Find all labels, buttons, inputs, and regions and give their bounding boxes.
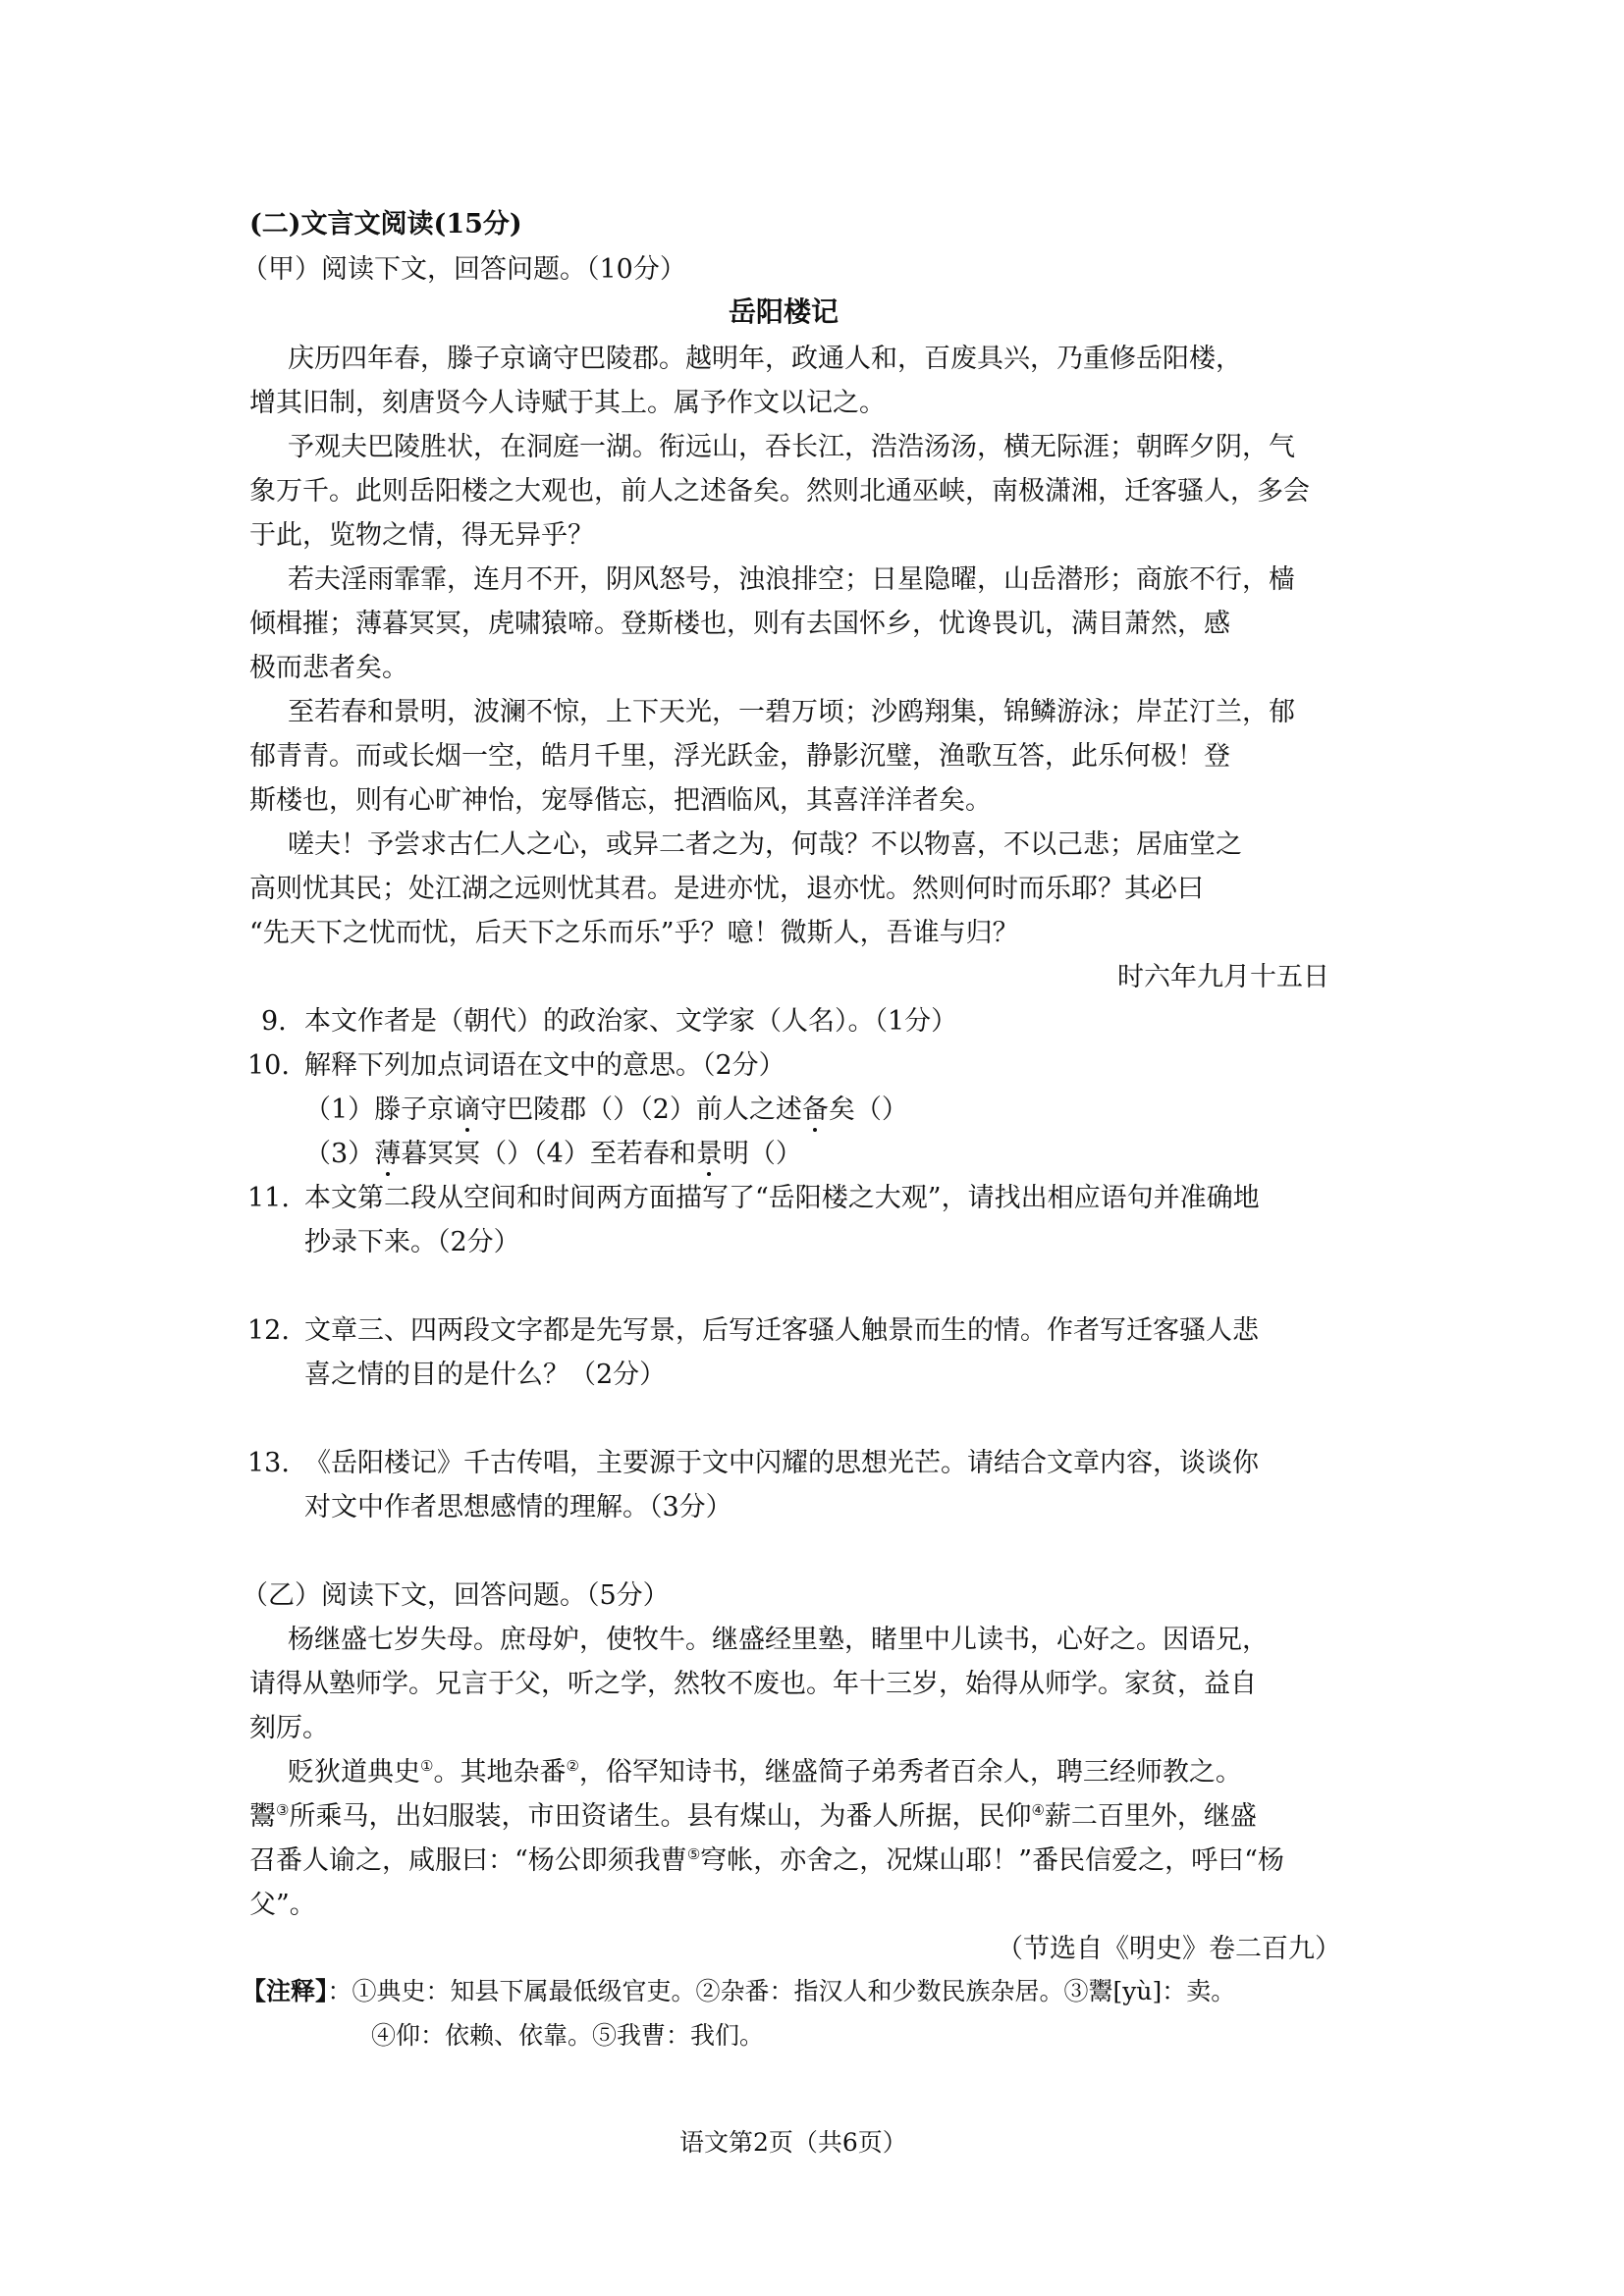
notes-line: ④仰：依赖、依靠。⑤我曹：我们。 — [371, 2021, 765, 2050]
dotted-word: 薄 — [374, 1139, 402, 1169]
essay-title: 岳阳楼记 — [729, 295, 839, 328]
page-footer: 语文第2页（共6页） — [679, 2128, 907, 2157]
passage-line — [288, 1759, 1242, 1786]
notes-line — [242, 1979, 1235, 2003]
passage-text: ，俗罕知诗书，继盛简子弟秀者百余人，聘三经师教之。 — [578, 1757, 1242, 1788]
part-b-intro: （乙）阅读下文，回答问题。（5分） — [242, 1580, 670, 1611]
notes-text: ：①典史：知县下属最低级官吏。②杂番：指汉人和少数民族杂居。③鬻[yù]：卖。 — [327, 1977, 1236, 2005]
essay-line: 予观夫巴陵胜状，在洞庭一湖。衔远山，吞长江，浩浩汤汤，横无际涯；朝晖夕阴，气 — [288, 432, 1295, 462]
sub-question-text: （2）前人之述 — [639, 1095, 802, 1125]
footnote-marker: ② — [566, 1757, 579, 1775]
question-number: 10. — [247, 1050, 290, 1081]
question-text: 对文中作者思想感情的理解。（3分） — [304, 1492, 732, 1522]
sub-question-text: 暮冥冥（） — [401, 1139, 534, 1169]
essay-date: 时六年九月十五日 — [1117, 962, 1329, 992]
essay-line: 增其旧制，刻唐贤今人诗赋于其上。属予作文以记之。 — [249, 388, 886, 418]
question-text: 解释下列加点词语在文中的意思。（2分） — [304, 1050, 785, 1081]
passage-text: 薪二百里外，继盛 — [1044, 1801, 1257, 1832]
section-title: (二)文言文阅读(15分) — [249, 209, 522, 240]
part-a-intro: （甲）阅读下文，回答问题。（10分） — [242, 254, 686, 285]
sub-question-row — [304, 1096, 908, 1123]
passage-source: （节选自《明史》卷二百九） — [997, 1934, 1341, 1964]
dotted-word: 谪 — [454, 1095, 481, 1125]
sub-question-text: 守巴陵郡（） — [480, 1095, 640, 1125]
question-number: 11. — [247, 1183, 290, 1213]
passage-line: 杨继盛七岁失母。庶母妒，使牧牛。继盛经里塾，睹里中儿读书，心好之。因语兄， — [288, 1625, 1269, 1655]
essay-line: 象万千。此则岳阳楼之大观也，前人之述备矣。然则北通巫峡，南极潇湘，迁客骚人，多会 — [249, 476, 1310, 507]
footnote-marker: ④ — [1031, 1801, 1045, 1819]
passage-text: 所乘马，出妇服装，市田资诸生。县有煤山，为番人所据，民仰 — [289, 1801, 1032, 1832]
sub-question-text: （1）滕子京 — [304, 1095, 455, 1125]
footnote-marker: ③ — [276, 1801, 290, 1819]
question-text: 《岳阳楼记》千古传唱，主要源于文中闪耀的思想光芒。请结合文章内容，谈谈你 — [304, 1448, 1259, 1478]
notes-label: 【注释】 — [242, 1977, 328, 2005]
sub-question-text: （3） — [304, 1139, 375, 1169]
passage-line: 父”。 — [249, 1890, 316, 1920]
essay-line: 庆历四年春，滕子京谪守巴陵郡。越明年，政通人和，百废具兴，乃重修岳阳楼， — [288, 344, 1242, 374]
sub-question-row — [304, 1141, 802, 1167]
essay-line: 斯楼也，则有心旷神怡，宠辱偕忘，把酒临风，其喜洋洋者矣。 — [249, 785, 992, 816]
essay-line: 极而悲者矣。 — [249, 653, 408, 683]
passage-line: 刻厉。 — [249, 1713, 329, 1743]
essay-line: 于此，览物之情，得无异乎？ — [249, 520, 594, 551]
question-text: 本文作者是（朝代）的政治家、文学家（人名）。（1分） — [304, 1006, 958, 1037]
dotted-word: 备 — [801, 1095, 829, 1125]
passage-line: 请得从塾师学。兄言于父，听之学，然牧不废也。年十三岁，始得从师学。家贫，益自 — [249, 1669, 1257, 1699]
question-text: 喜之情的目的是什么？（2分） — [304, 1360, 667, 1390]
essay-line: “先天下之忧而忧，后天下之乐而乐”乎？噫！微斯人，吾谁与归？ — [249, 918, 1019, 948]
passage-text: 召番人谕之，咸服曰：“杨公即须我曹 — [249, 1845, 687, 1876]
question-number: 13. — [247, 1448, 290, 1478]
passage-text: 穹帐，亦舍之，况煤山耶！”番民信爱之，呼曰“杨 — [700, 1845, 1284, 1876]
essay-line: 倾楫摧；薄暮冥冥，虎啸猿啼。登斯楼也，则有去国怀乡，忧谗畏讥，满目萧然，感 — [249, 609, 1230, 639]
passage-line — [249, 1803, 1257, 1830]
essay-line: 高则忧其民；处江湖之远则忧其君。是进亦忧，退亦忧。然则何时而乐耶？其必曰 — [249, 874, 1204, 904]
sub-question-text: 明（） — [722, 1139, 802, 1169]
passage-text: 贬狄道典史 — [288, 1757, 420, 1788]
footnote-marker: ① — [420, 1757, 434, 1775]
question-number: 9. — [261, 1006, 287, 1037]
essay-line: 若夫淫雨霏霏，连月不开，阴风怒号，浊浪排空；日星隐曜，山岳潜形；商旅不行，樯 — [288, 564, 1295, 595]
question-text: 抄录下来。（2分） — [304, 1227, 520, 1257]
essay-line: 至若春和景明，波澜不惊，上下天光，一碧万顷；沙鸥翔集，锦鳞游泳；岸芷汀兰，郁 — [288, 697, 1295, 727]
sub-question-text: （4）至若春和 — [533, 1139, 696, 1169]
passage-line — [249, 1847, 1284, 1874]
passage-text: 。其地杂番 — [433, 1757, 567, 1788]
essay-line: 嗟夫！予尝求古仁人之心，或异二者之为，何哉？不以物喜，不以己悲；居庙堂之 — [288, 829, 1242, 860]
passage-text: 鬻 — [249, 1801, 276, 1832]
essay-line: 郁青青。而或长烟一空，皓月千里，浮光跃金，静影沉璧，渔歌互答，此乐何极！登 — [249, 741, 1230, 772]
dotted-word: 景 — [695, 1139, 723, 1169]
question-text: 本文第二段从空间和时间两方面描写了“岳阳楼之大观”，请找出相应语句并准确地 — [304, 1183, 1260, 1213]
sub-question-text: 矣（） — [828, 1095, 908, 1125]
question-text: 文章三、四两段文字都是先写景，后写迁客骚人触景而生的情。作者写迁客骚人悲 — [304, 1315, 1259, 1346]
footnote-marker: ⑤ — [686, 1845, 701, 1863]
question-number: 12. — [247, 1315, 290, 1346]
